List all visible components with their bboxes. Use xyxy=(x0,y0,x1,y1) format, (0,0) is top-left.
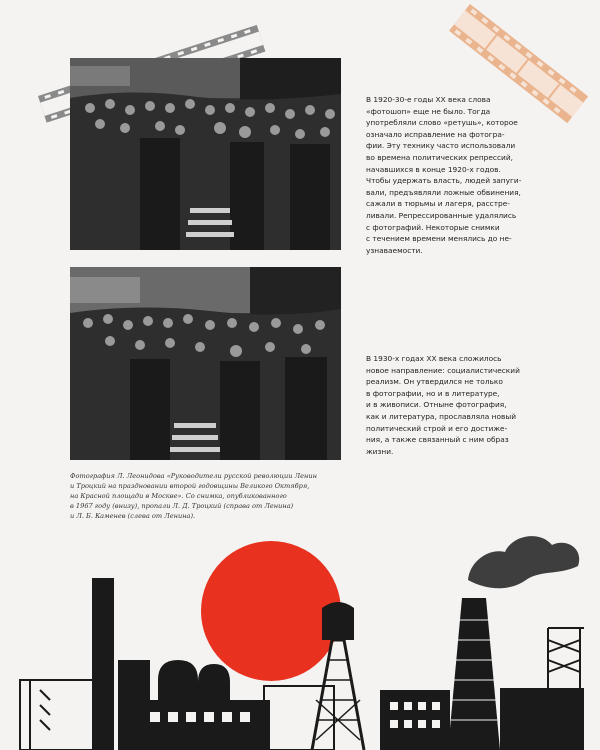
paragraph-retouching xyxy=(366,94,521,256)
text-line: с течением времени менялись до не- xyxy=(366,234,512,244)
caption-line: в 1967 году (внизу), пропали Л. Д. Троцкий (справа от Ленина) xyxy=(70,502,294,510)
caption-line: и Троцкий на праздновании второй годовщины Великого Октября, xyxy=(70,482,310,490)
text-line: во времена политических репрессий, xyxy=(366,152,514,162)
smoke-cloud-icon xyxy=(468,536,579,588)
text-line: новое направление: социалистический xyxy=(366,365,520,375)
text-line: жизни. xyxy=(366,446,394,456)
paragraph-socialist-realism xyxy=(366,353,520,457)
caption-line: и Л. Б. Каменев (слева от Ленина). xyxy=(70,512,196,520)
text-line: с фотографий. Некоторые снимки xyxy=(366,222,500,232)
text-line: В 1920-30-е годы XX века слова xyxy=(366,95,491,104)
photo-caption xyxy=(70,471,317,521)
text-line: и в живописи. Отныне фотография, xyxy=(366,400,507,410)
text-line: означало исправление на фотогра- xyxy=(366,129,505,139)
text-line: узнаваемости. xyxy=(366,245,423,255)
text-line: В 1930-х годах XX века сложилось xyxy=(366,354,502,363)
text-line: ливали. Репрессированные удалялись xyxy=(366,210,517,220)
caption-line: на Красной площади в Москве». Со снимка, опубликованного xyxy=(70,492,287,500)
text-line: «фотошоп» еще не было. Тогда xyxy=(366,106,491,116)
text-line: политический строй и его достиже- xyxy=(366,423,508,433)
red-sun-icon xyxy=(201,541,341,681)
text-line: Чтобы удержать власть, людей запуги- xyxy=(366,176,522,186)
text-line: как и литература, прославляла новый xyxy=(366,411,516,421)
text-line: реализм. Он утвердился не только xyxy=(366,377,503,387)
text-line: в фотографии, но и в литературе, xyxy=(366,388,500,398)
text-line: фии. Эту технику часто использовали xyxy=(366,141,516,151)
text-line: ния, а также связанный с ним образ xyxy=(366,435,509,445)
text-line: сажали в тюрьмы и лагеря, расстре- xyxy=(366,199,510,209)
historical-photo-retouched xyxy=(70,267,341,460)
text-line: вали, предъявляли ложные обвинения, xyxy=(366,187,521,197)
text-line: начавшихся в конце 1920-х годов. xyxy=(366,164,501,174)
text-line: употребляли слово «ретушь», которое xyxy=(366,118,518,128)
historical-photo-original xyxy=(70,58,341,250)
caption-line: Фотография Л. Леонидова «Руководители русской революции Ленин xyxy=(70,472,317,480)
